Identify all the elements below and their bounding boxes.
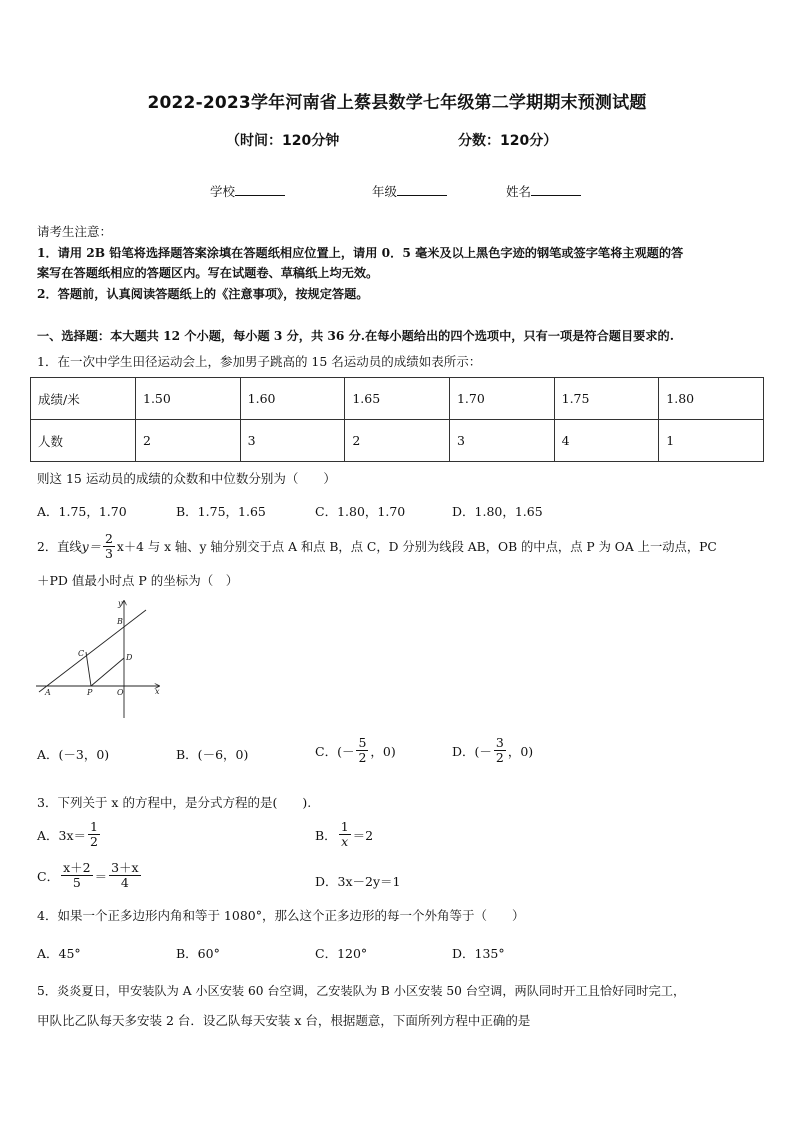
q2-c-post: ，0) — [370, 743, 396, 759]
q3-option-a — [37, 820, 102, 849]
table-cell: 3 — [449, 420, 554, 462]
label-p: P — [87, 688, 93, 697]
name-blank — [531, 183, 581, 196]
q2-frac-den: 3 — [104, 546, 113, 561]
table-cell: 4 — [554, 420, 659, 462]
q2-c-num: 5 — [358, 735, 367, 750]
q2-d-post: ，0) — [507, 743, 534, 759]
name-field — [506, 182, 581, 200]
q3-a-num: 1 — [90, 819, 98, 834]
school-label: 学校 — [210, 184, 236, 199]
grade-blank — [397, 183, 447, 196]
q1-option-a: A．1.75，1.70 — [37, 504, 127, 519]
notice-line1b: 案写在答题纸相应的答题区内。写在试题卷、草稿纸上均无效。 — [37, 266, 379, 280]
table-cell: 1.50 — [136, 378, 241, 420]
q3-option-d: D．3x－2y＝1 — [315, 874, 401, 889]
q3-c-num2: 3＋x — [111, 860, 139, 875]
q2-fraction — [103, 532, 115, 561]
table-cell: 1.75 — [554, 378, 659, 420]
q3-b-fraction — [339, 820, 351, 849]
q2-frac-num: 2 — [104, 531, 113, 546]
q1-stem: 1．在一次中学生田径运动会上，参加男子跳高的 15 名运动员的成绩如表所示： — [37, 354, 482, 369]
q4-option-b: B．60° — [176, 946, 220, 961]
q3-b-post: ＝2 — [352, 827, 374, 843]
page-title: 2022-2023学年河南省上蔡县数学七年级第二学期期末预测试题 — [147, 93, 647, 113]
q1-option-c: C．1.80，1.70 — [315, 504, 406, 519]
q3-stem: 3．下列关于 x 的方程中，是分式方程的是( ). — [37, 795, 312, 810]
table-cell: 2 — [136, 420, 241, 462]
q2-c-fraction — [356, 736, 368, 765]
exam-time: （时间：120分钟 — [226, 133, 340, 149]
q3-c-den2: 4 — [120, 875, 129, 890]
q4-option-c: C．120° — [315, 946, 368, 961]
notice-heading: 请考生注意： — [37, 224, 113, 239]
q2-d-pre: D．(－ — [452, 743, 492, 759]
q5-line1: 5．炎炎夏日，甲安装队为 A 小区安装 60 台空调，乙安装队为 B 小区安装 50 台空调，两队同时开工且恰好同时完工， — [37, 984, 686, 998]
q2-c-pre: C．(－ — [315, 743, 355, 759]
table-row — [31, 378, 764, 420]
label-c: C — [78, 649, 85, 658]
name-label: 姓名 — [506, 184, 532, 199]
grade-label: 年级 — [372, 184, 398, 199]
q3-a-pre: A．3x＝ — [37, 827, 87, 843]
q2-option-d — [452, 736, 533, 765]
segment-pd — [91, 658, 124, 686]
q3-b-den: x — [341, 834, 349, 849]
table-cell: 人数 — [31, 420, 136, 462]
q2-c-den: 2 — [358, 750, 367, 765]
q3-c-pre: C． — [37, 868, 60, 884]
notice-line2: 2．答题前，认真阅读答题纸上的《注意事项》，按规定答题。 — [37, 287, 369, 301]
q2-option-c — [315, 736, 396, 765]
exam-score: 分数：120分） — [458, 133, 558, 149]
q2-line2: ＋PD 值最小时点 P 的坐标为（ ） — [37, 573, 239, 588]
score-table — [30, 377, 764, 462]
q3-c-eq: ＝ — [94, 868, 108, 884]
q2-d-fraction — [494, 736, 506, 765]
q2-rest: x＋4 与 x 轴、y 轴分别交于点 A 和点 B，点 C，D 分别为线段 AB，OB 的中点，点 P 为 OA 上一动点，PC — [116, 539, 717, 554]
q3-c-fraction2 — [109, 861, 141, 890]
school-field — [210, 182, 285, 200]
q3-c-den1: 5 — [72, 875, 81, 890]
q2-option-a: A．(－3，0) — [37, 747, 110, 762]
label-d: D — [126, 653, 133, 662]
q4-option-a: A．45° — [37, 946, 81, 961]
label-b: B — [117, 617, 123, 626]
q1-option-b: B．1.75，1.65 — [176, 504, 266, 519]
q2-d-num: 3 — [495, 735, 504, 750]
q4-stem: 4．如果一个正多边形内角和等于 1080°，那么这个正多边形的每一个外角等于（ ） — [37, 908, 525, 923]
line-ab — [39, 610, 146, 692]
table-row — [31, 420, 764, 462]
q2-d-den: 2 — [495, 750, 504, 765]
coordinate-figure — [34, 598, 164, 723]
q5-line2: 甲队比乙队每天多安装 2 台．设乙队每天安装 x 台，根据题意，下面所列方程中正确的是 — [37, 1013, 531, 1028]
q3-c-fraction1 — [61, 861, 93, 890]
segment-pc — [86, 652, 91, 686]
notice-line1a: 1．请用 2B 铅笔将选择题答案涂填在答题纸相应位置上，请用 0．5 毫米及以上黑色字迹的钢笔或签字笔将主观题的答 — [37, 246, 684, 260]
q2-prefix: 2．直线 — [37, 539, 82, 554]
table-cell: 成绩/米 — [31, 378, 136, 420]
q3-option-b — [315, 820, 373, 849]
q2-stem — [37, 532, 717, 561]
table-cell: 1.60 — [240, 378, 345, 420]
table-cell: 1.65 — [345, 378, 450, 420]
q3-b-pre: B． — [315, 827, 337, 843]
q3-c-num1: x＋2 — [63, 860, 91, 875]
q2-option-b: B．(－6，0) — [176, 747, 249, 762]
label-x: x — [155, 687, 160, 696]
table-cell: 2 — [345, 420, 450, 462]
q1-option-d: D．1.80，1.65 — [452, 504, 543, 519]
label-y: y — [118, 599, 123, 608]
q3-a-fraction — [88, 820, 100, 849]
table-cell: 1 — [659, 420, 764, 462]
q1-question: 则这 15 运动员的成绩的众数和中位数分别为（ ） — [37, 471, 336, 486]
table-cell: 3 — [240, 420, 345, 462]
table-cell: 1.80 — [659, 378, 764, 420]
q3-b-num: 1 — [340, 819, 349, 834]
grade-field — [372, 182, 447, 200]
section-heading: 一、选择题：本大题共 12 个小题，每小题 3 分，共 36 分.在每小题给出的四个选项中，只有一项是符合题目要求的. — [37, 329, 674, 343]
label-a: A — [45, 688, 51, 697]
school-blank — [235, 183, 285, 196]
label-o: O — [117, 688, 124, 697]
q3-option-c — [37, 861, 143, 890]
q2-y-eq: y＝ — [81, 539, 101, 554]
q4-option-d: D．135° — [452, 946, 505, 961]
table-cell: 1.70 — [449, 378, 554, 420]
q3-a-den: 2 — [90, 834, 98, 849]
